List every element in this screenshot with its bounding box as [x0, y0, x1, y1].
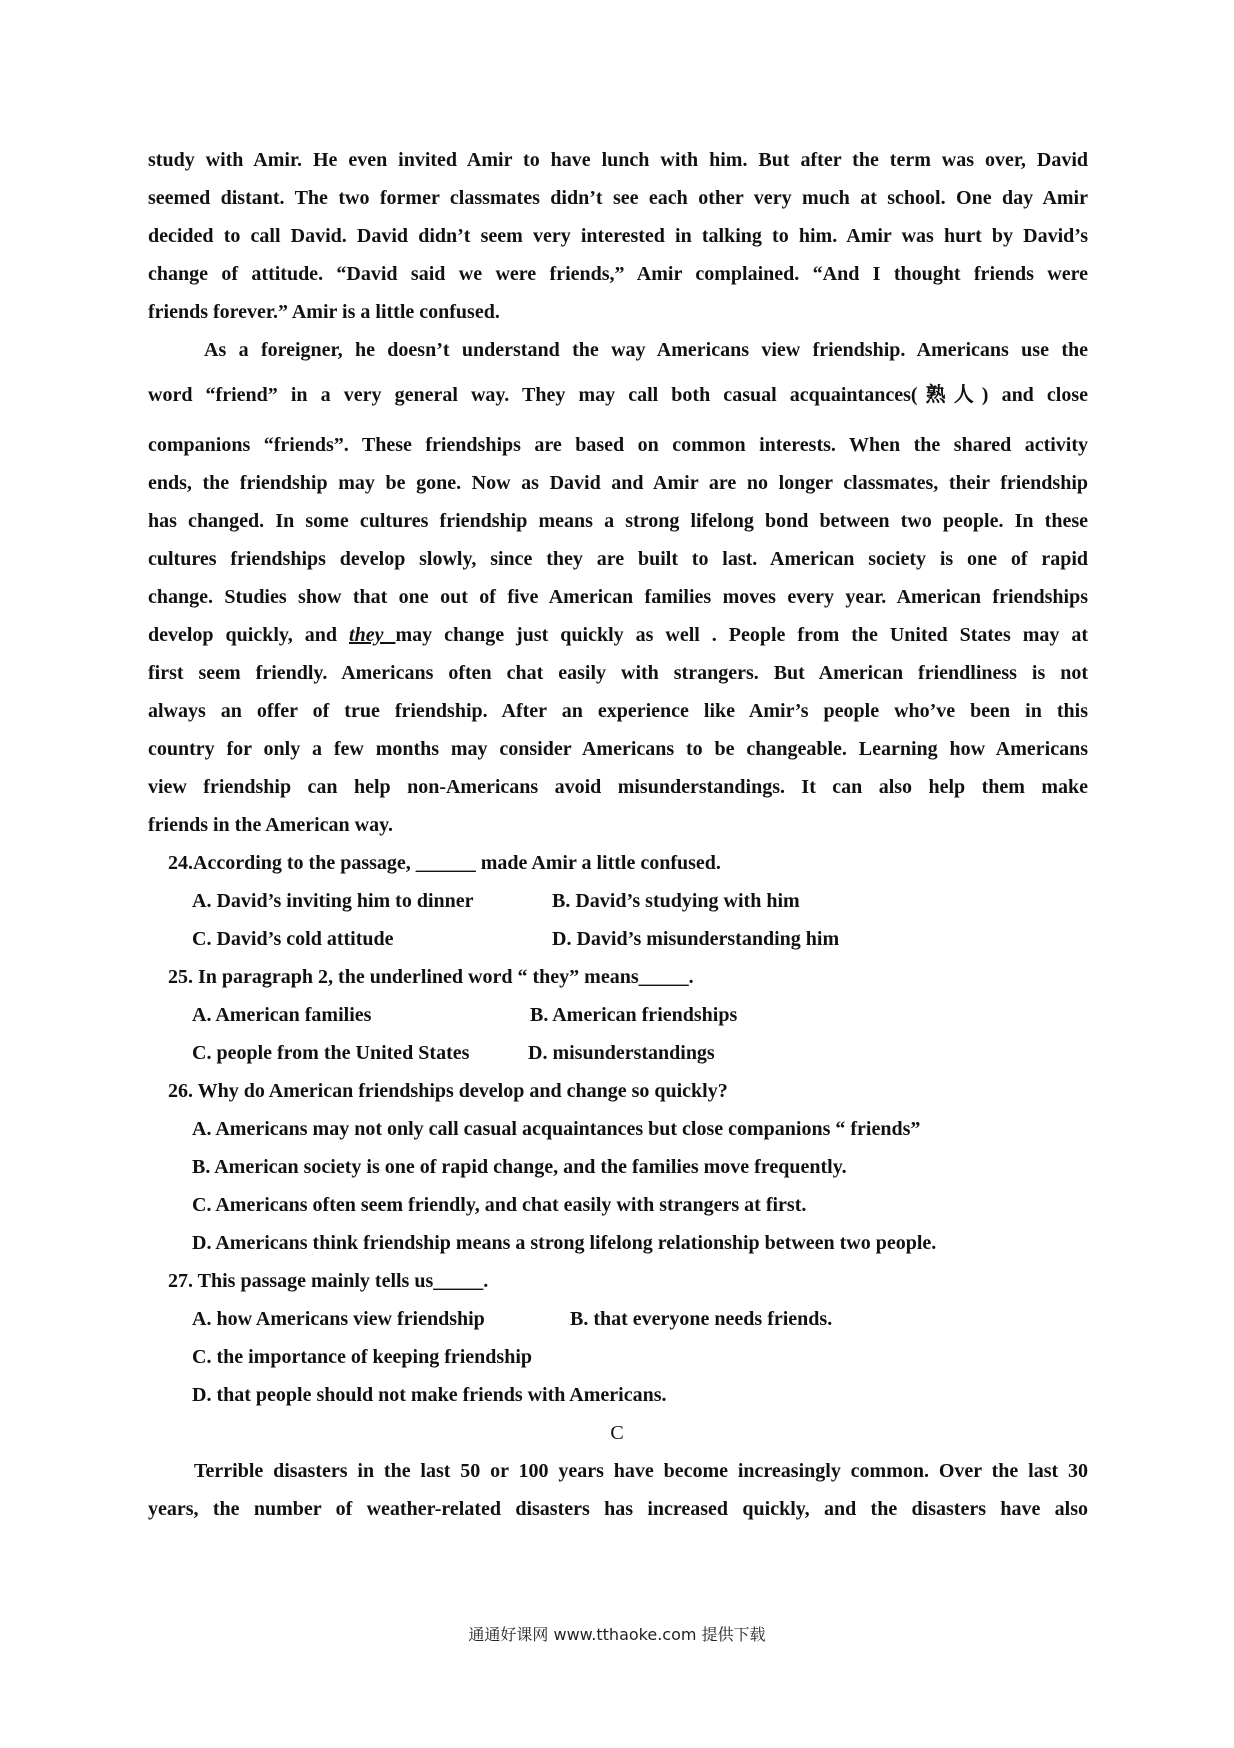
question-26-stem: 26. Why do American friendships develop and change so quickly?: [168, 1080, 728, 1102]
question-25-stem: 25. In paragraph 2, the underlined word “ they” means_____.: [168, 966, 694, 988]
question-24-option-a: A. David’s inviting him to dinner: [192, 890, 474, 912]
p2-line-8-before: develop quickly, and: [148, 624, 350, 646]
question-25-option-c: C. people from the United States: [192, 1042, 470, 1064]
passage-b-p2-line-11: country for only a few months may consider Americans to be changeable. Learning how Americans: [148, 738, 1088, 760]
passage-b-p2-line-7: change. Studies show that one out of five American families moves every year. American friendships: [148, 586, 1088, 608]
question-24-option-d: D. David’s misunderstanding him: [552, 928, 840, 950]
question-27-option-d: D. that people should not make friends with Americans.: [192, 1384, 667, 1406]
question-27-option-a: A. how Americans view friendship: [192, 1308, 485, 1330]
passage-b-p1-line-4: change of attitude. “David said we were friends,” Amir complained. “And I thought friends were: [148, 263, 1088, 285]
question-24-option-c: C. David’s cold attitude: [192, 928, 394, 950]
passage-b-p2-line-1: As a foreigner, he doesn’t understand the way Americans view friendship. Americans use the: [204, 339, 1088, 361]
passage-b-p1-line-5: friends forever.” Amir is a little confused.: [148, 301, 500, 323]
passage-b-p2-line-5: has changed. In some cultures friendship means a strong lifelong bond between two people. In these: [148, 510, 1088, 532]
question-24-stem: 24.According to the passage, ______ made Amir a little confused.: [168, 852, 721, 874]
question-25-option-a: A. American families: [192, 1004, 372, 1026]
passage-b-p2-line-3: companions “friends”. These friendships are based on common interests. When the shared activity: [148, 434, 1088, 456]
passage-b-p2-line-6: cultures friendships develop slowly, since they are built to last. American society is one of rapid: [148, 548, 1088, 570]
passage-b-p2-line-8: [148, 622, 1088, 648]
question-27-stem: 27. This passage mainly tells us_____.: [168, 1270, 489, 1292]
passage-b-p2-line-2: word “friend” in a very general way. They may call both casual acquaintances(熟人) and close: [148, 384, 1088, 406]
p2-line-8-after: may change just quickly as well . People from the United States may at: [395, 624, 1089, 646]
underlined-word-they: they: [349, 624, 396, 646]
passage-b-p2-line-4: ends, the friendship may be gone. Now as David and Amir are no longer classmates, their friendship: [148, 472, 1088, 494]
passage-b-p1-line-3: decided to call David. David didn’t seem very interested in talking to him. Amir was hurt by David’s: [148, 225, 1088, 247]
question-24-option-b: B. David’s studying with him: [552, 890, 800, 912]
page-footer: 通通好课网 www.tthaoke.com 提供下载: [468, 1625, 766, 1644]
question-26-option-c: C. Americans often seem friendly, and chat easily with strangers at first.: [192, 1194, 807, 1216]
passage-b-p2-line-12: view friendship can help non-Americans avoid misunderstandings. It can also help them make: [148, 776, 1088, 798]
section-heading-c: C: [610, 1422, 624, 1444]
question-26-option-a: A. Americans may not only call casual acquaintances but close companions “ friends”: [192, 1118, 921, 1140]
question-27-option-c: C. the importance of keeping friendship: [192, 1346, 532, 1368]
question-25-option-d: D. misunderstandings: [528, 1042, 715, 1064]
question-26-option-d: D. Americans think friendship means a strong lifelong relationship between two people.: [192, 1232, 937, 1254]
passage-b-p2-line-10: always an offer of true friendship. After an experience like Amir’s people who’ve been in this: [148, 700, 1088, 722]
passage-b-p1-line-2: seemed distant. The two former classmates didn’t see each other very much at school. One day Amir: [148, 187, 1088, 209]
passage-c-line-2: years, the number of weather-related disasters has increased quickly, and the disasters have also: [148, 1498, 1088, 1520]
question-26-option-b: B. American society is one of rapid change, and the families move frequently.: [192, 1156, 847, 1178]
passage-b-p2-line-9: first seem friendly. Americans often chat easily with strangers. But American friendliness is not: [148, 662, 1088, 684]
passage-b-p1-line-1: study with Amir. He even invited Amir to have lunch with him. But after the term was over, David: [148, 149, 1088, 171]
passage-b-p2-line-13: friends in the American way.: [148, 814, 393, 836]
question-25-option-b: B. American friendships: [530, 1004, 738, 1026]
passage-c-line-1: Terrible disasters in the last 50 or 100 years have become increasingly common. Over the last 30: [194, 1460, 1088, 1482]
question-27-option-b: B. that everyone needs friends.: [570, 1308, 833, 1330]
